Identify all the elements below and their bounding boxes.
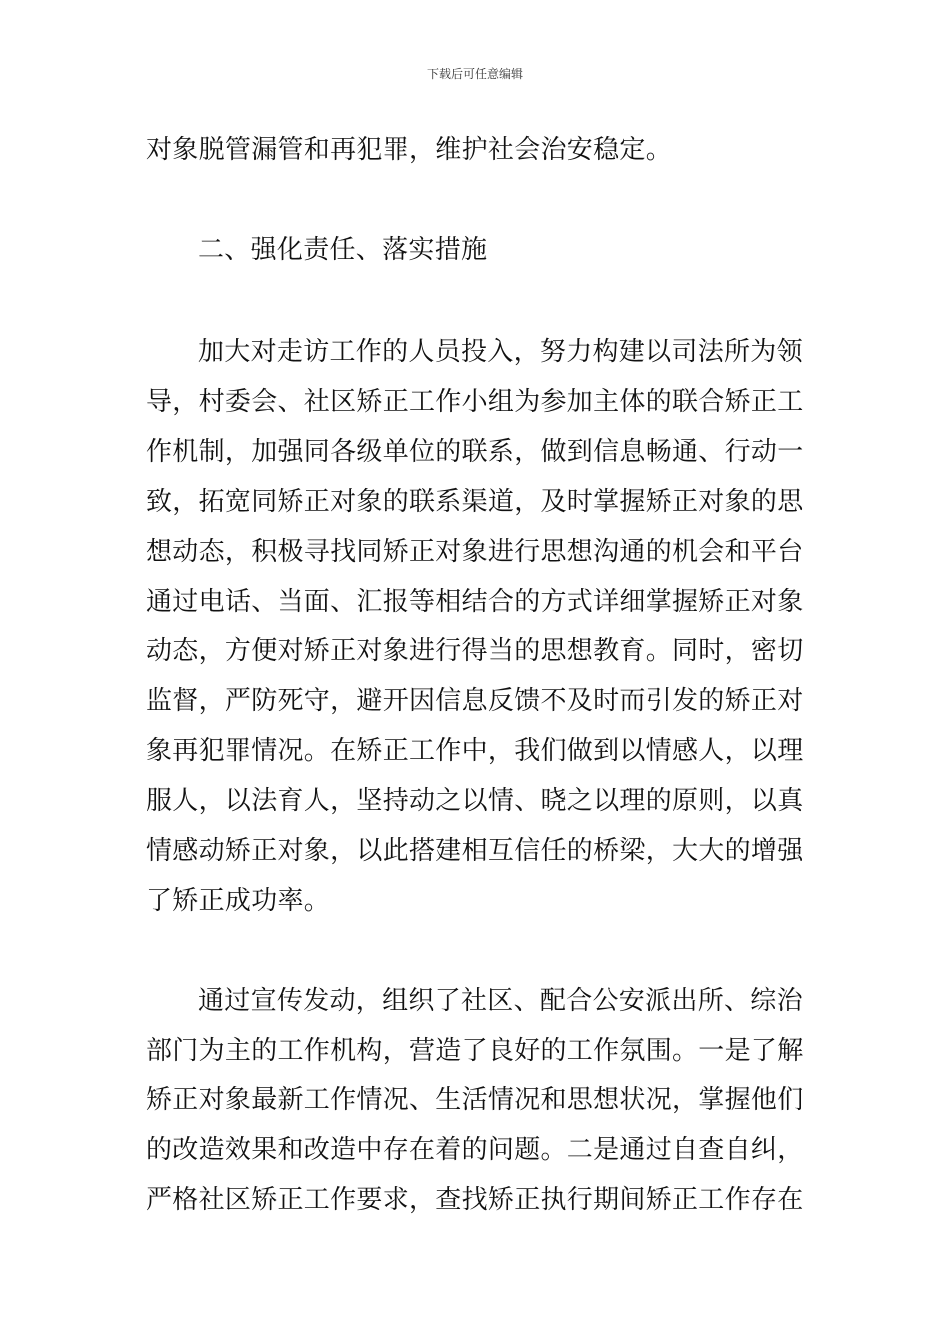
paragraph-line: 监督，严防死守，避开因信息反馈不及时而引发的矫正对	[146, 686, 804, 716]
paragraph-line: 对象脱管漏管和再犯罪，维护社会治安稳定。	[146, 135, 673, 165]
paragraph-line: 的改造效果和改造中存在着的问题。二是通过自查自纠，	[146, 1135, 804, 1165]
paragraph-line: 部门为主的工作机构，营造了良好的工作氛围。一是了解	[146, 1036, 804, 1066]
paragraph-line: 严格社区矫正工作要求，查找矫正执行期间矫正工作存在	[146, 1185, 804, 1215]
paragraph-line: 了矫正成功率。	[146, 886, 331, 916]
paragraph-line: 情感动矫正对象，以此搭建相互信任的桥梁，大大的增强	[146, 836, 804, 866]
paragraph-line: 象再犯罪情况。在矫正工作中，我们做到以情感人，以理	[146, 736, 804, 766]
paragraph-line: 矫正对象最新工作情况、生活情况和思想状况，掌握他们	[146, 1085, 804, 1115]
paragraph-line: 想动态，积极寻找同矫正对象进行思想沟通的机会和平台	[146, 537, 804, 567]
paragraph-line: 作机制，加强同各级单位的联系，做到信息畅通、行动一	[146, 437, 804, 467]
section-heading: 二、强化责任、落实措施	[198, 235, 488, 265]
paragraph-line: 导，村委会、社区矫正工作小组为参加主体的联合矫正工	[146, 387, 804, 417]
paragraph-line: 动态，方便对矫正对象进行得当的思想教育。同时，密切	[146, 636, 804, 666]
paragraph-line: 加大对走访工作的人员投入，努力构建以司法所为领	[198, 337, 803, 367]
paragraph-line: 通过电话、当面、汇报等相结合的方式详细掌握矫正对象	[146, 587, 804, 617]
paragraph-line: 致，拓宽同矫正对象的联系渠道，及时掌握矫正对象的思	[146, 487, 804, 517]
paragraph-line: 通过宣传发动，组织了社区、配合公安派出所、综治	[198, 986, 803, 1016]
paragraph-line: 服人，以法育人，坚持动之以情、晓之以理的原则，以真	[146, 786, 804, 816]
page-header-note: 下载后可任意编辑	[426, 67, 523, 81]
